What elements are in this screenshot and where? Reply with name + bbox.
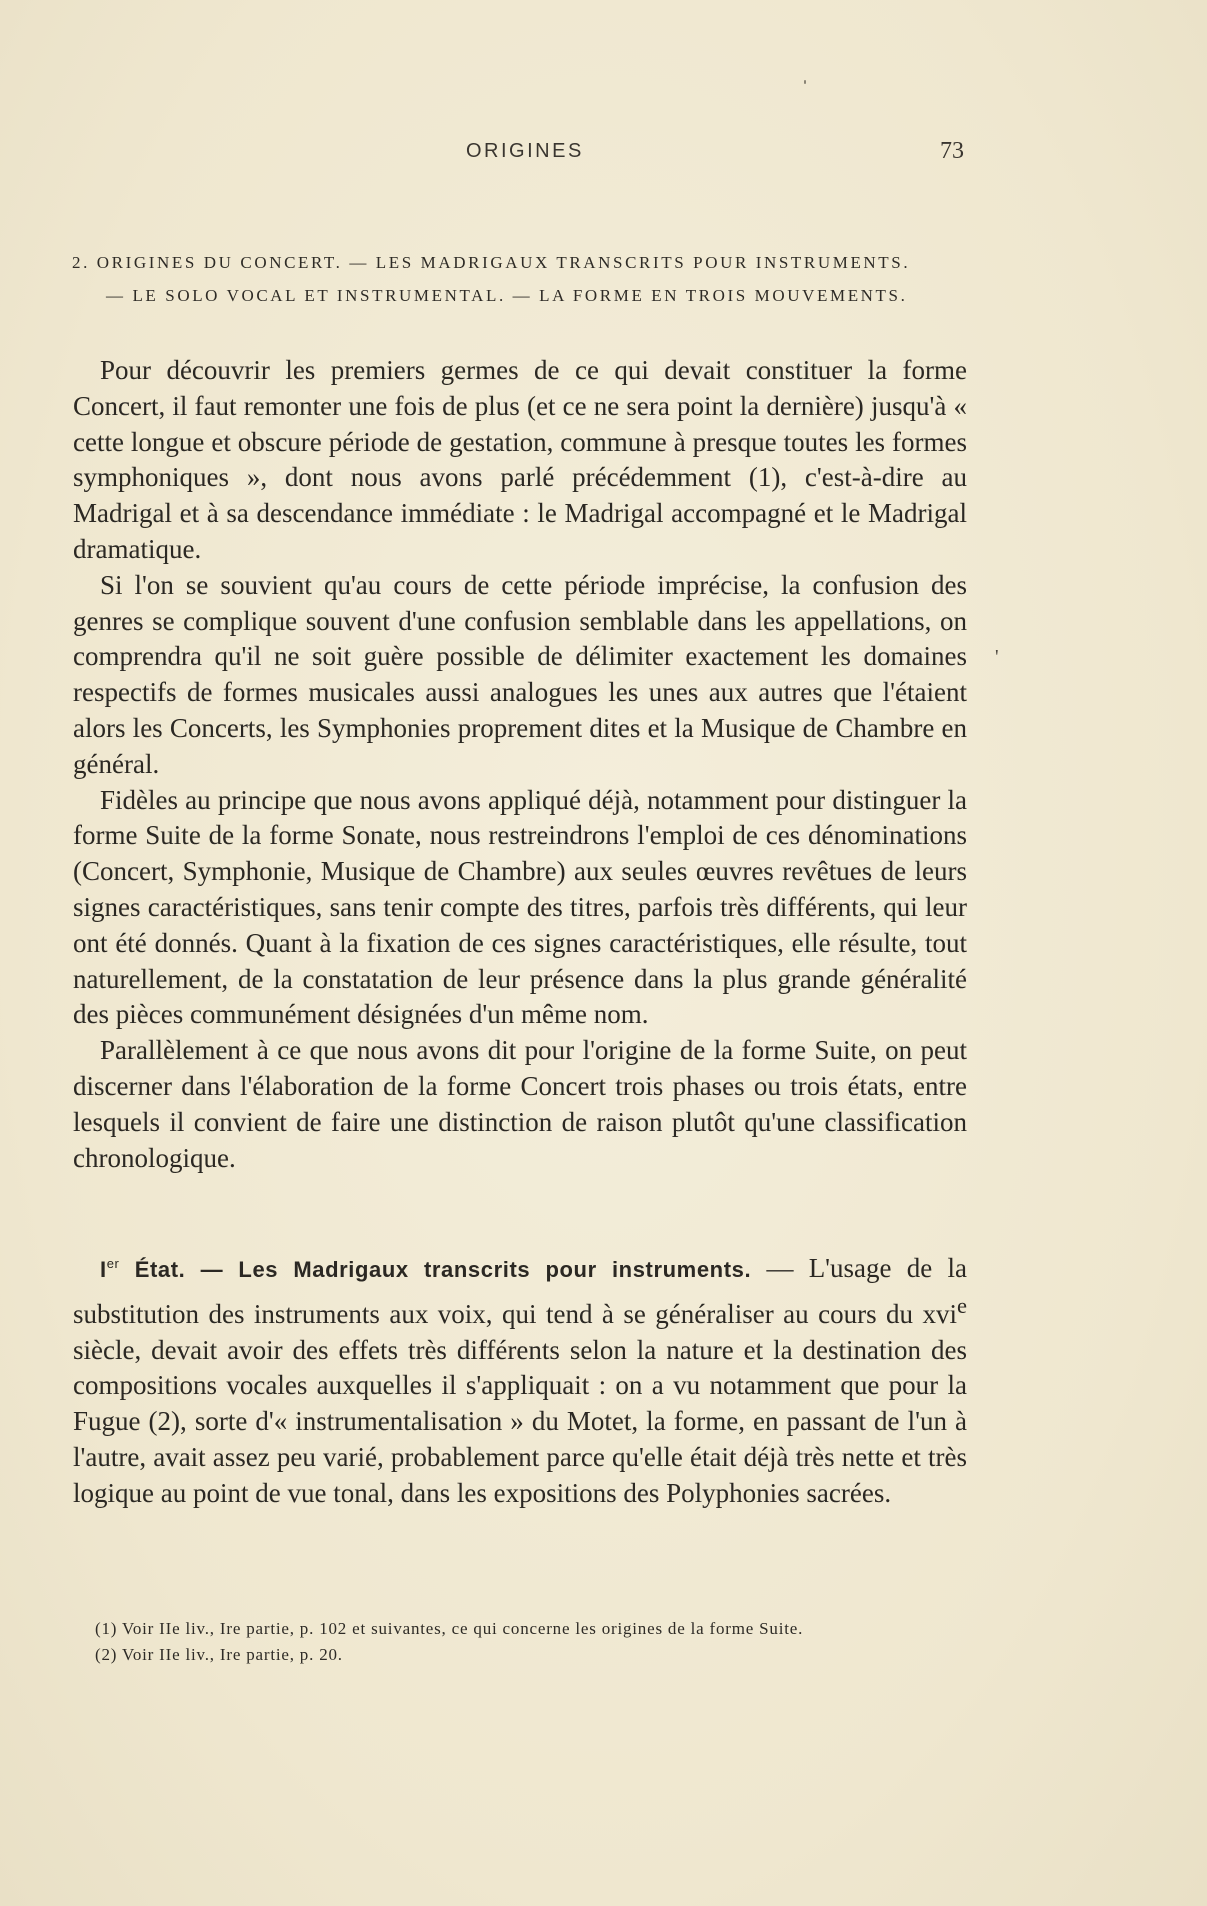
paper-speck <box>804 80 806 84</box>
running-header <box>0 140 1207 170</box>
etat-paragraph <box>73 1246 967 1512</box>
etat-section <box>73 1246 967 1512</box>
paragraph: Pour découvrir les premiers germes de ce qui devait constituer la forme Concert, il faut remonter une fois de plus (et ce ne sera point la dernière) jusqu'à « cette longue et obscure période de gestation, commune à presque toutes les formes symphoniques », dont nous avons parlé précédemment (1), c'est-à-dire au Madrigal et à sa descendance immédiate : le Madrigal accompagné et le Madrigal dramatique. <box>73 355 967 564</box>
section-heading <box>72 246 952 312</box>
etat-text: — L'usage de la substitution des instruments aux voix, qui tend à se généraliser au cours du xvi <box>73 1253 967 1329</box>
etat-text-rest: siècle, devait avoir des effets très différents selon la nature et la destination des compositions vocales auxquelles il s'appliquait : on a vu notamment que pour la Fugue (2), sorte d'« instrumentalisation » du Motet, la forme, en passant de l'un à l'autre, avait assez peu varié, probablement parce qu'elle était déjà très nette et très logique au point de vue tonal, dans les expositions des Polyphonies sacrées. <box>73 1334 967 1508</box>
etat-heading-text: État. — Les Madrigaux transcrits pour instruments. <box>134 1257 752 1282</box>
etat-heading <box>100 1257 751 1282</box>
footnote: (1) Voir IIe liv., Ire partie, p. 102 et suivantes, ce qui concerne les origines de la forme Suite. <box>95 1619 804 1638</box>
footnotes <box>73 1616 967 1668</box>
page-number: 73 <box>940 138 964 164</box>
body-text <box>73 353 967 1176</box>
paragraph: Si l'on se souvient qu'au cours de cette période imprécise, la confusion des genres se complique souvent d'une confusion semblable dans les appellations, on comprendra qu'il ne soit guère possible de délimiter exactement les domaines respectifs de formes musicales aussi analogues les unes aux autres que l'étaient alors les Concerts, les Symphonies proprement dites et la Musique de Chambre en général. <box>73 569 967 779</box>
margin-mark: ' <box>995 646 999 668</box>
running-title: ORIGINES <box>466 140 584 162</box>
etat-number: I <box>100 1257 107 1282</box>
footnote: (2) Voir IIe liv., Ire partie, p. 20. <box>95 1645 343 1664</box>
section-heading-line-1: 2. ORIGINES DU CONCERT. — LES MADRIGAUX TRANSCRITS POUR INSTRUMENTS. <box>72 253 911 272</box>
etat-text-superscript: e <box>957 1292 967 1318</box>
etat-number-superscript: er <box>106 1256 120 1271</box>
section-heading-line-2: — LE SOLO VOCAL ET INSTRUMENTAL. — LA FORME EN TROIS MOUVEMENTS. <box>106 286 908 305</box>
paragraph: Parallèlement à ce que nous avons dit pour l'origine de la forme Suite, on peut discerner dans l'élaboration de la forme Concert trois phases ou trois états, entre lesquels il convient de faire une distinction de raison plutôt qu'une classification chronologique. <box>73 1035 967 1173</box>
paragraph: Fidèles au principe que nous avons appliqué déjà, notamment pour distinguer la forme Suite de la forme Sonate, nous restreindrons l'emploi de ces dénominations (Concert, Symphonie, Musique de Chambre) aux seules œuvres revêtues de leurs signes caractéristiques, sans tenir compte des titres, parfois très différents, qui leur ont été donnés. Quant à la fixation de ces signes caractéristiques, elle résulte, tout naturellement, de la constatation de leur présence dans la plus grande généralité des pièces communément désignées d'un même nom. <box>73 784 967 1030</box>
